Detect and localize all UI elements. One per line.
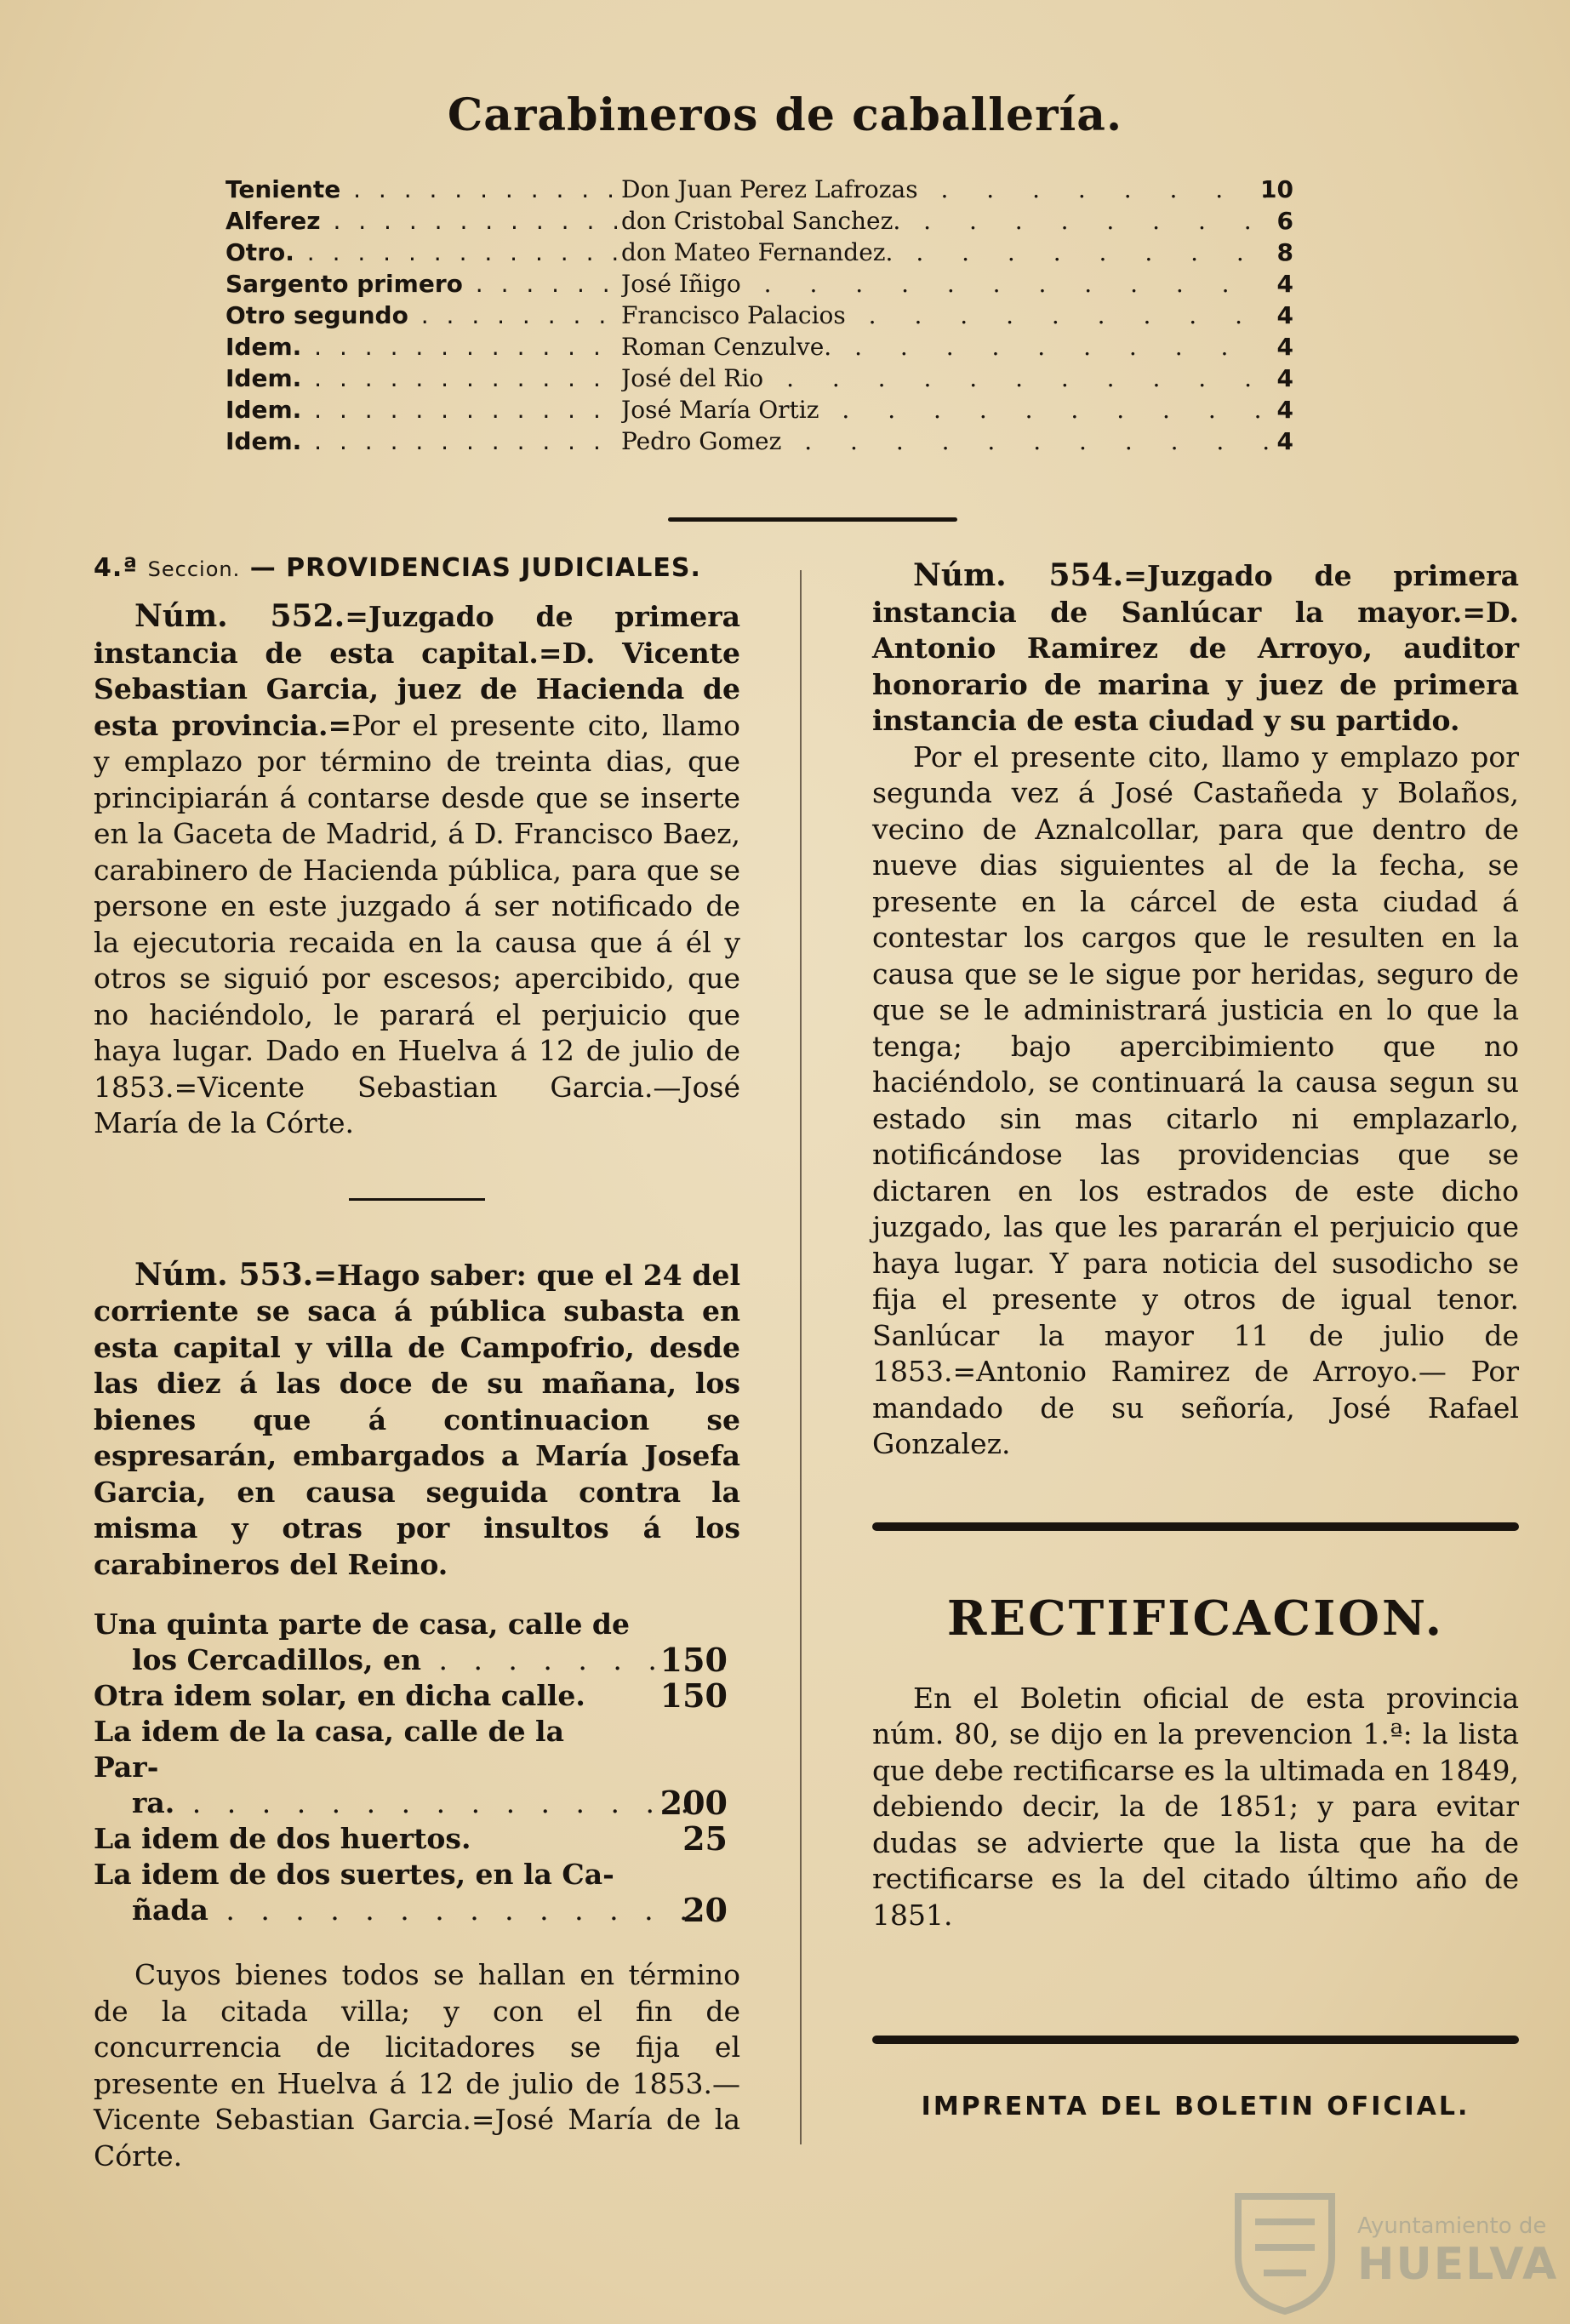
roster-row [226, 270, 1332, 301]
roster-row [226, 238, 1332, 270]
imprenta-footer: IMPRENTA DEL BOLETIN OFICIAL. [921, 2092, 1470, 2121]
right-column [872, 557, 1519, 2121]
section-title: — PROVIDENCIAS JUDICIALES. [249, 553, 701, 583]
roster-rank: Idem. . . . [226, 333, 617, 361]
roster-row [226, 396, 1332, 427]
heavy-divider [872, 1522, 1519, 1531]
roster-table [226, 175, 1332, 459]
roster-amount: 4 [1276, 301, 1293, 329]
roster-row [226, 333, 1332, 364]
roster-name: Don Juan Perez Lafrozas . . . [621, 175, 1268, 203]
goods-value: 200 [659, 1784, 728, 1822]
goods-item [94, 1857, 740, 1928]
goods-value: 25 [682, 1819, 728, 1858]
roster-amount: 4 [1276, 427, 1293, 455]
roster-amount: 4 [1276, 333, 1293, 361]
notice-lead: =Juzgado de primera instancia de esta capital.=D. Vicente Sebastian Garcia, juez de Hacienda de esta provincia.= [94, 600, 741, 742]
rectificacion-title: RECTIFICACION. [946, 1590, 1445, 1647]
rectificacion-body: En el Boletin oficial de esta provincia núm. 80, se dijo en la prevencion 1.ª: la lista que debe rectificarse es la ultimada en 1849, debiendo decir, la de 1851; y para evitar dudas se advierte que la lista que ha de rectificarse es la del citado último año de 1851. [872, 1681, 1519, 1932]
notice-553-closing: Cuyos bienes todos se hallan en término de la citada villa; y con el fin de concurrencia de licitadores se fija el presente en Huelva á 12 de julio de 1853.—Vicente Sebastian Garcia.=José María de la Córte. [94, 1958, 740, 2173]
top-divider [668, 517, 957, 522]
roster-name: José María Ortiz . . . [621, 396, 1268, 424]
roster-amount: 10 [1260, 175, 1293, 203]
left-column [94, 553, 740, 2174]
goods-list [94, 1607, 740, 1928]
goods-label-cont: los Cercadillos, en . . . [94, 1642, 740, 1678]
roster-rank: Idem. . . . [226, 364, 617, 392]
goods-label-cont: ra. . . . [94, 1785, 740, 1821]
roster-row [226, 427, 1332, 459]
notice-553 [94, 1257, 740, 1584]
notice-554 [872, 557, 1519, 739]
goods-label: La idem de dos huertos. [94, 1822, 471, 1855]
roster-row [226, 364, 1332, 396]
goods-item [94, 1607, 740, 1678]
goods-label: La idem de la casa, calle de la Par- [94, 1715, 564, 1784]
goods-value: 20 [682, 1891, 728, 1929]
spacer [94, 1928, 740, 1957]
roster-amount: 4 [1276, 270, 1293, 298]
roster-amount: 8 [1276, 238, 1293, 266]
notice-number: Núm. 553. [134, 1256, 314, 1293]
roster-name: Roman Cenzulve. . . . [621, 333, 1268, 361]
goods-item [94, 1678, 740, 1714]
spacer [872, 1463, 1519, 1522]
roster-name: Pedro Gomez . . . [621, 427, 1268, 455]
roster-name: don Mateo Fernandez. . . . [621, 238, 1268, 266]
goods-label: La idem de dos suertes, en la Ca- [94, 1858, 614, 1891]
roster-rank: Alferez . . . [226, 207, 617, 235]
notice-body: =Hago saber: que el 24 del corriente se saca á pública subasta en esta capital y villa de Campofrio, desde las diez á las doce de su mañana, los bienes que á continuacion se espresarán, embargados a María Josefa Garcia, en causa seguida contra la misma y otras por insultos á los carabineros del Reino. [94, 1258, 740, 1581]
spacer [872, 1933, 1519, 2036]
roster-row [226, 175, 1332, 207]
watermark-line2: HUELVA [1357, 2239, 1559, 2290]
heavy-divider [872, 2036, 1519, 2044]
notice-554-body: Por el presente cito, llamo y emplazo por segunda vez á José Castañeda y Bolaños, vecino de Aznalcollar, para que dentro de nueve dias siguientes al de la fecha, se presente en la cárcel de esta ciudad á contestar los cargos que le resulten en la causa que se le sigue por heridas, seguro de que se le administrará justicia en lo que la tenga; bajo apercibimiento que no haciéndolo, se continuará la causa segun su estado sin mas citarlo ni emplazarlo, notificándose las providencias que se dictaren en los estrados de este dicho juzgado, las que les pararán el perjuicio que haya lugar. Y para noticia del susodicho se fija el presente y otros de igual tenor. Sanlúcar la mayor 11 de julio de 1853.=Antonio Ramirez de Arroyo.— Por mandado de su señoría, José Rafael Gonzalez. [872, 739, 1519, 1460]
page-title: Carabineros de caballería. [447, 89, 1123, 141]
roster-row [226, 207, 1332, 238]
goods-item [94, 1714, 740, 1821]
roster-rank: Teniente . . . [226, 175, 617, 203]
roster-name: José del Rio . . . [621, 364, 1268, 392]
roster-name: Francisco Palacios . . . [621, 301, 1268, 329]
roster-amount: 4 [1276, 396, 1293, 424]
goods-label: Una quinta parte de casa, calle de [94, 1607, 630, 1641]
column-divider [800, 570, 802, 2144]
notice-body: Por el presente cito, llamo y emplazo por término de treinta dias, que principiarán á contarse desde que se inserte en la Gaceta de Madrid, á D. Francisco Baez, carabinero de Hacienda pública, para que se persone en este juzgado á ser notificado de la ejecutoria recaida en la causa que á él y otros se siguió por escesos; apercibido, que no haciéndolo, le parará el perjuicio que haya lugar. Dado en Huelva á 12 de julio de 1853.=Vicente Sebastian Garcia.—José María de la Córte. [94, 708, 741, 1139]
watermark-text [1357, 2213, 1558, 2290]
ayuntamiento-watermark [1230, 2188, 1559, 2315]
shield-icon [1230, 2188, 1340, 2315]
notice-lead: =Juzgado de primera instancia de Sanlúcar la mayor.=D. Antonio Ramirez de Arroyo, auditor honorario de marina y juez de primera instancia de esta ciudad y su partido. [872, 559, 1520, 737]
goods-value: 150 [659, 1676, 728, 1715]
roster-rank: Sargento primero . . . [226, 270, 617, 298]
goods-value: 150 [659, 1641, 728, 1679]
goods-label: Otra idem solar, en dicha calle. [94, 1679, 585, 1712]
section-number: 4.ª [94, 553, 139, 583]
notice-552 [94, 598, 740, 1142]
goods-item [94, 1821, 740, 1857]
roster-row [226, 301, 1332, 333]
goods-label-cont: ñada . . . [94, 1893, 740, 1928]
roster-rank: Otro. . . . [226, 238, 617, 266]
watermark-line1: Ayuntamiento de [1357, 2213, 1547, 2239]
section-label: Seccion. [147, 557, 241, 581]
roster-rank: Idem. . . . [226, 396, 617, 424]
short-divider [349, 1198, 485, 1201]
notice-number: Núm. 552. [134, 598, 345, 634]
notice-number: Núm. 554. [913, 557, 1124, 593]
roster-amount: 6 [1276, 207, 1293, 235]
roster-rank: Idem. . . . [226, 427, 617, 455]
roster-rank: Otro segundo . . . [226, 301, 617, 329]
roster-name: don Cristobal Sanchez. . . . [621, 207, 1268, 235]
section-heading [94, 553, 740, 583]
roster-amount: 4 [1276, 364, 1293, 392]
roster-name: José Iñigo . . . [621, 270, 1268, 298]
